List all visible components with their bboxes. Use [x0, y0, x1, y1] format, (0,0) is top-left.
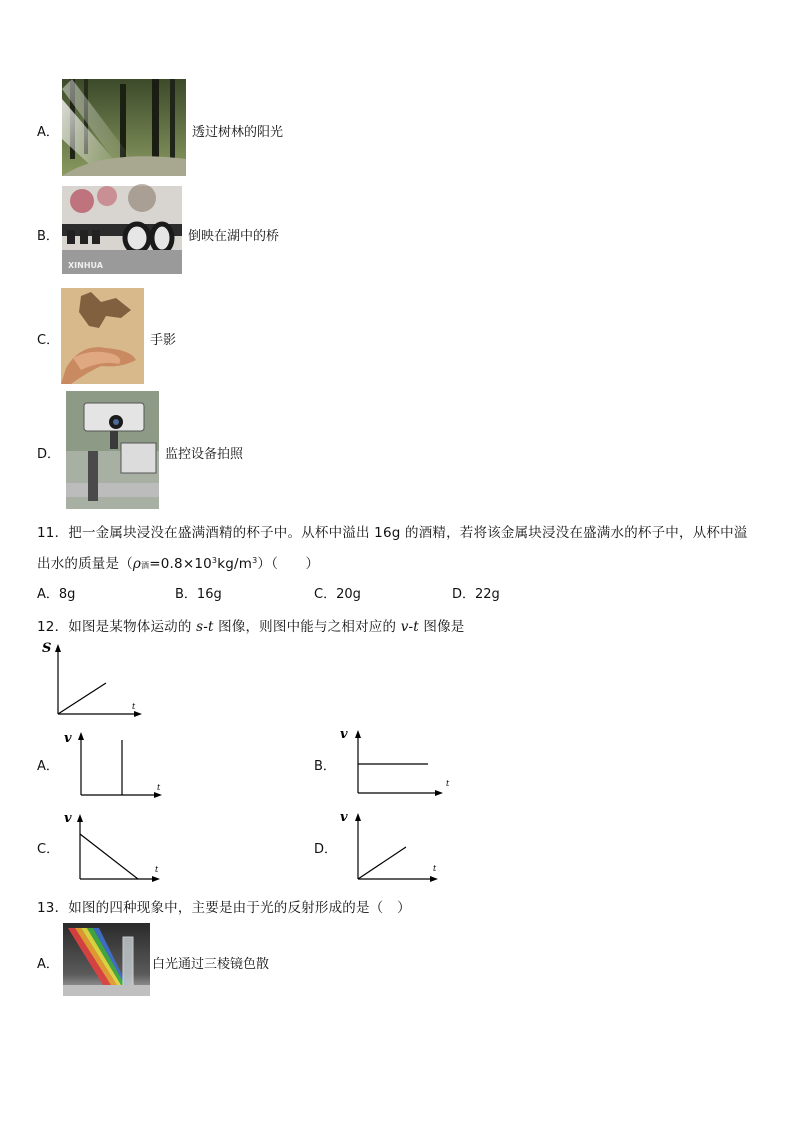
q12-option-label-a: A． [37, 759, 59, 774]
vt-b-y-label: v [340, 727, 348, 742]
q12-option-label-b: B． [314, 759, 336, 774]
vt-c-x-label: t [155, 865, 159, 874]
watermark-text: XINHUA [68, 261, 103, 270]
st-line [58, 683, 106, 714]
vt-graph-c [62, 808, 172, 884]
st-graph [40, 640, 150, 720]
rho-subscript: 酒 [141, 561, 150, 570]
q11-unit: kg/m [217, 556, 253, 572]
option-text-a: 透过树林的阳光 [192, 125, 284, 140]
st-y-label: S [42, 641, 52, 656]
option-label-d: D． [37, 447, 61, 462]
st-x-label: t [132, 702, 136, 711]
vt-graph-b [338, 724, 453, 798]
option-label-b: B． [37, 229, 59, 244]
q11-text-end: ）（ ） [257, 556, 320, 572]
option-label-c: C． [37, 333, 60, 348]
prism-dispersion-photo [63, 923, 150, 996]
q11-density-value: =0.8×10 [149, 556, 212, 572]
q11-option-b: B．16g [175, 587, 222, 602]
vt-b-x-label: t [446, 779, 450, 788]
question-11-line-1: 11．把一金属块浸没在盛满酒精的杯子中。从杯中溢出 16g 的酒精，若将该金属块浸没在盛满水的杯子中，从杯中溢 [37, 525, 748, 541]
vt-c-y-label: v [64, 811, 72, 826]
option-label-a: A． [37, 125, 59, 140]
option-text-b: 倒映在湖中的桥 [188, 229, 280, 244]
st-y-arrow [55, 644, 61, 652]
q11-option-a: A．8g [37, 587, 76, 602]
security-camera-photo [66, 391, 159, 509]
vt-graph-a [62, 728, 172, 800]
question-13-stem: 13．如图的四种现象中，主要是由于光的反射形成的是（ ） [37, 900, 411, 916]
q13-option-label-a: A． [37, 957, 59, 972]
q13-option-text-a: 白光通过三棱镜色散 [152, 957, 270, 972]
vt-d-line [358, 847, 406, 879]
q11-exponent: 3 [211, 556, 218, 565]
st-x-arrow [134, 711, 142, 717]
option-text-d: 监控设备拍照 [165, 447, 244, 462]
question-11-line-2 [37, 552, 319, 572]
vt-label: v-t [400, 619, 419, 635]
vt-c-line [80, 834, 138, 879]
bridge-reflection-photo [62, 186, 182, 274]
vt-a-x-label: t [157, 783, 161, 792]
q11-option-c: C．20g [314, 587, 361, 602]
q12-option-label-d: D． [314, 842, 338, 857]
q12-option-label-c: C． [37, 842, 60, 857]
option-text-c: 手影 [150, 333, 177, 348]
forest-sunlight-photo [62, 79, 186, 176]
question-12-stem: 12．如图是某物体运动的 s-t 图像，则图中能与之相对应的 v-t 图像是 [37, 619, 465, 635]
vt-a-y-label: v [64, 731, 72, 746]
st-label: s-t [196, 619, 214, 635]
q11-unit-exponent: 3 [252, 556, 258, 565]
q11-text: 出水的质量是（ [37, 556, 133, 572]
q11-option-d: D．22g [452, 587, 500, 602]
hand-shadow-photo [61, 288, 144, 384]
vt-graph-d [338, 807, 448, 883]
vt-d-y-label: v [340, 810, 348, 825]
rho-symbol: ρ [132, 556, 142, 572]
vt-d-x-label: t [433, 864, 437, 873]
